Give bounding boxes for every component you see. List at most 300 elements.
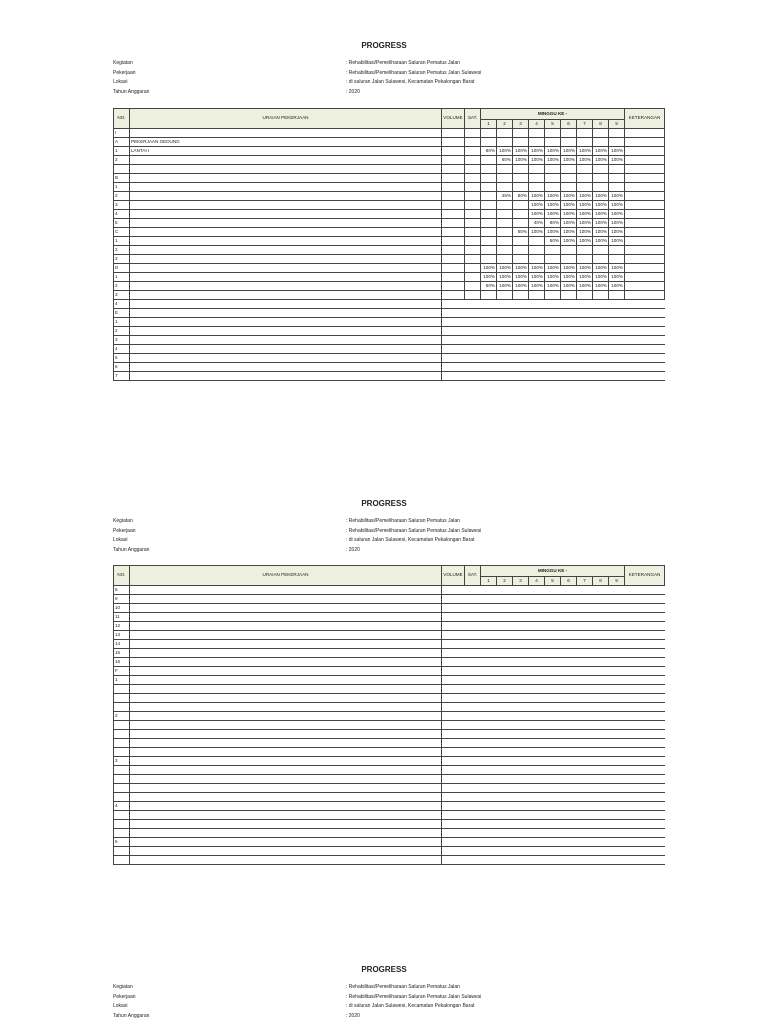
row-week-progress xyxy=(609,138,625,147)
row-week-progress: 100% xyxy=(609,192,625,201)
row-uraian xyxy=(130,829,442,838)
table-row xyxy=(114,730,665,739)
row-week-progress: 100% xyxy=(561,156,577,165)
row-uraian xyxy=(130,802,442,811)
row-keterangan xyxy=(625,183,665,192)
row-week-progress xyxy=(593,255,609,264)
row-no: 2 xyxy=(114,192,130,201)
row-uraian xyxy=(130,156,442,165)
row-week-progress xyxy=(561,174,577,183)
row-uraian xyxy=(130,282,442,291)
row-sat xyxy=(465,228,481,237)
row-week-progress xyxy=(593,291,609,300)
row-week-progress xyxy=(513,201,529,210)
header-week: 7 xyxy=(577,120,593,129)
header-week: 9 xyxy=(609,120,625,129)
row-volume xyxy=(442,156,465,165)
row-volume xyxy=(442,192,465,201)
table-row xyxy=(114,138,665,147)
row-week-progress xyxy=(577,246,593,255)
row-volume xyxy=(442,273,465,282)
table-row xyxy=(114,838,665,847)
row-no xyxy=(114,856,130,865)
row-keterangan xyxy=(625,219,665,228)
row-week-progress: 100% xyxy=(593,192,609,201)
row-week-progress: 100% xyxy=(545,156,561,165)
row-week-progress: 100% xyxy=(609,147,625,156)
row-week-progress xyxy=(481,138,497,147)
row-uraian xyxy=(130,165,442,174)
row-week-progress: 100% xyxy=(609,156,625,165)
row-remainder xyxy=(442,847,665,856)
row-week-progress: 100% xyxy=(561,210,577,219)
row-volume xyxy=(442,201,465,210)
row-no: 5 xyxy=(114,838,130,847)
row-remainder xyxy=(442,595,665,604)
row-week-progress: 100% xyxy=(561,237,577,246)
header-volume: VOLUME xyxy=(442,566,465,586)
row-remainder xyxy=(442,748,665,757)
row-week-progress xyxy=(609,246,625,255)
info-label: Pekerjaan xyxy=(113,993,136,1000)
row-uraian xyxy=(130,667,442,676)
row-week-progress: 100% xyxy=(545,201,561,210)
row-week-progress: 100% xyxy=(593,156,609,165)
row-uraian xyxy=(130,811,442,820)
table-row xyxy=(114,613,665,622)
project-info xyxy=(113,983,673,1021)
row-week-progress xyxy=(561,138,577,147)
table-row xyxy=(114,165,665,174)
row-keterangan xyxy=(625,237,665,246)
row-week-progress xyxy=(497,228,513,237)
row-week-progress xyxy=(577,183,593,192)
page-title: PROGRESS xyxy=(361,499,407,508)
row-week-progress xyxy=(529,246,545,255)
row-uraian xyxy=(130,676,442,685)
table-row xyxy=(114,264,665,273)
project-info xyxy=(113,59,673,97)
row-week-progress xyxy=(609,183,625,192)
table-row xyxy=(114,318,665,327)
row-no: E xyxy=(114,309,130,318)
row-no xyxy=(114,694,130,703)
row-uraian xyxy=(130,595,442,604)
row-no: 1 xyxy=(114,147,130,156)
row-week-progress xyxy=(513,129,529,138)
row-uraian xyxy=(130,631,442,640)
row-keterangan xyxy=(625,228,665,237)
row-no: 12 xyxy=(114,622,130,631)
row-week-progress: 100% xyxy=(545,228,561,237)
row-week-progress: 100% xyxy=(529,156,545,165)
row-uraian xyxy=(130,336,442,345)
row-sat xyxy=(465,246,481,255)
row-uraian xyxy=(130,739,442,748)
row-no xyxy=(114,784,130,793)
row-week-progress xyxy=(577,255,593,264)
header-keterangan: KETERANGAN xyxy=(625,109,665,129)
row-week-progress xyxy=(513,291,529,300)
row-no xyxy=(114,703,130,712)
table-row xyxy=(114,811,665,820)
row-week-progress xyxy=(561,291,577,300)
row-week-progress xyxy=(497,237,513,246)
row-no: 7 xyxy=(114,372,130,381)
row-week-progress: 100% xyxy=(513,264,529,273)
row-week-progress: 50% xyxy=(481,282,497,291)
table-row xyxy=(114,354,665,363)
row-no: D xyxy=(114,264,130,273)
row-week-progress xyxy=(545,129,561,138)
info-label: Kegiatan xyxy=(113,518,133,524)
row-no: 3 xyxy=(114,336,130,345)
table-row xyxy=(114,757,665,766)
row-no: 3 xyxy=(114,291,130,300)
row-week-progress xyxy=(513,183,529,192)
row-no: 3 xyxy=(114,201,130,210)
row-volume xyxy=(442,228,465,237)
row-no: F xyxy=(114,667,130,676)
info-row xyxy=(113,546,673,556)
row-week-progress: 100% xyxy=(545,264,561,273)
row-remainder xyxy=(442,327,665,336)
row-week-progress: 45% xyxy=(497,192,513,201)
row-no xyxy=(114,775,130,784)
row-remainder xyxy=(442,649,665,658)
info-value: : 2020 xyxy=(346,1012,360,1019)
row-week-progress: 60% xyxy=(497,156,513,165)
row-week-progress: 100% xyxy=(609,282,625,291)
row-no: 2 xyxy=(114,156,130,165)
row-sat xyxy=(465,183,481,192)
row-week-progress xyxy=(513,174,529,183)
table-row xyxy=(114,210,665,219)
row-week-progress: 100% xyxy=(577,228,593,237)
info-label: Tahun Anggaran xyxy=(113,88,150,95)
info-label: Tahun Anggaran xyxy=(113,546,150,553)
row-uraian xyxy=(130,685,442,694)
row-uraian xyxy=(130,255,442,264)
row-uraian xyxy=(130,327,442,336)
row-week-progress xyxy=(497,201,513,210)
row-week-progress xyxy=(513,165,529,174)
table-row xyxy=(114,586,665,595)
row-volume xyxy=(442,246,465,255)
row-uraian xyxy=(130,237,442,246)
row-sat xyxy=(465,201,481,210)
row-keterangan xyxy=(625,273,665,282)
header-week: 9 xyxy=(609,577,625,586)
row-no: 11 xyxy=(114,613,130,622)
row-no: 2 xyxy=(114,327,130,336)
table-row xyxy=(114,604,665,613)
row-week-progress xyxy=(481,156,497,165)
row-remainder xyxy=(442,613,665,622)
row-volume xyxy=(442,183,465,192)
row-week-progress: 100% xyxy=(529,201,545,210)
row-week-progress: 100% xyxy=(577,282,593,291)
row-remainder xyxy=(442,856,665,865)
header-week: 6 xyxy=(561,120,577,129)
row-week-progress xyxy=(481,219,497,228)
row-keterangan xyxy=(625,138,665,147)
row-volume xyxy=(442,255,465,264)
row-sat xyxy=(465,210,481,219)
row-sat xyxy=(465,282,481,291)
row-no: 4 xyxy=(114,802,130,811)
row-week-progress xyxy=(481,165,497,174)
info-value: : Rehabilitasi/Pemeliharaan Saluran Pematus Jalan Sulawesi xyxy=(346,993,482,1000)
row-week-progress xyxy=(497,291,513,300)
row-week-progress xyxy=(497,255,513,264)
info-row xyxy=(113,527,673,537)
table-row xyxy=(114,676,665,685)
row-remainder xyxy=(442,694,665,703)
row-no: 4 xyxy=(114,300,130,309)
row-week-progress: 80% xyxy=(513,192,529,201)
table-row xyxy=(114,856,665,865)
row-no: A xyxy=(114,138,130,147)
row-volume xyxy=(442,129,465,138)
row-uraian xyxy=(130,174,442,183)
row-no xyxy=(114,793,130,802)
row-week-progress: 100% xyxy=(577,147,593,156)
row-week-progress: 100% xyxy=(529,147,545,156)
row-uraian xyxy=(130,748,442,757)
row-no xyxy=(114,739,130,748)
header-week: 2 xyxy=(497,577,513,586)
row-week-progress xyxy=(577,174,593,183)
table-row xyxy=(114,685,665,694)
row-remainder xyxy=(442,811,665,820)
header-sat: SAT. xyxy=(465,109,481,129)
row-uraian xyxy=(130,129,442,138)
info-row xyxy=(113,983,673,993)
info-row xyxy=(113,1002,673,1012)
row-uraian xyxy=(130,730,442,739)
row-remainder xyxy=(442,372,665,381)
row-week-progress xyxy=(545,291,561,300)
row-week-progress: 100% xyxy=(497,147,513,156)
row-no: 2 xyxy=(114,246,130,255)
header-week: 4 xyxy=(529,120,545,129)
row-week-progress: 80% xyxy=(545,219,561,228)
table-row xyxy=(114,712,665,721)
row-no: 10 xyxy=(114,604,130,613)
info-value: : Rehabilitasi/Pemeliharaan Saluran Pematus Jalan xyxy=(346,984,460,990)
row-remainder xyxy=(442,676,665,685)
row-uraian xyxy=(130,793,442,802)
row-week-progress: 100% xyxy=(561,201,577,210)
header-volume: VOLUME xyxy=(442,109,465,129)
table-row xyxy=(114,784,665,793)
row-week-progress xyxy=(481,237,497,246)
row-no xyxy=(114,165,130,174)
row-remainder xyxy=(442,631,665,640)
row-uraian xyxy=(130,363,442,372)
info-row xyxy=(113,78,673,88)
table-row xyxy=(114,183,665,192)
row-week-progress xyxy=(513,210,529,219)
row-remainder xyxy=(442,775,665,784)
info-label: Kegiatan xyxy=(113,984,133,990)
row-week-progress: 100% xyxy=(561,264,577,273)
header-keterangan: KETERANGAN xyxy=(625,566,665,586)
row-week-progress xyxy=(513,138,529,147)
row-no xyxy=(114,820,130,829)
table-row xyxy=(114,156,665,165)
row-keterangan xyxy=(625,156,665,165)
row-no: I xyxy=(114,129,130,138)
table-row xyxy=(114,219,665,228)
header-week: 5 xyxy=(545,577,561,586)
table-row xyxy=(114,622,665,631)
row-uraian xyxy=(130,291,442,300)
row-no: 8 xyxy=(114,586,130,595)
row-uraian xyxy=(130,586,442,595)
row-keterangan xyxy=(625,129,665,138)
row-remainder xyxy=(442,703,665,712)
row-uraian xyxy=(130,766,442,775)
row-uraian xyxy=(130,784,442,793)
row-week-progress: 100% xyxy=(609,210,625,219)
row-uraian xyxy=(130,640,442,649)
row-week-progress xyxy=(593,246,609,255)
info-row xyxy=(113,88,673,98)
row-sat xyxy=(465,264,481,273)
row-week-progress: 100% xyxy=(481,264,497,273)
row-week-progress xyxy=(481,201,497,210)
table-row xyxy=(114,300,665,309)
table-row xyxy=(114,291,665,300)
row-uraian xyxy=(130,210,442,219)
row-no: 2 xyxy=(114,712,130,721)
row-uraian xyxy=(130,604,442,613)
info-row xyxy=(113,59,673,69)
row-volume xyxy=(442,282,465,291)
progress-table xyxy=(113,108,665,381)
row-volume xyxy=(442,219,465,228)
info-label: Pekerjaan xyxy=(113,527,136,534)
row-week-progress xyxy=(529,291,545,300)
row-week-progress xyxy=(529,183,545,192)
row-week-progress xyxy=(593,138,609,147)
row-keterangan xyxy=(625,210,665,219)
page-title: PROGRESS xyxy=(361,965,407,974)
info-label: Lokasi xyxy=(113,79,128,85)
row-remainder xyxy=(442,300,665,309)
row-week-progress xyxy=(529,255,545,264)
row-uraian xyxy=(130,219,442,228)
row-no: 4 xyxy=(114,210,130,219)
header-week: 1 xyxy=(481,577,497,586)
row-week-progress xyxy=(481,255,497,264)
row-week-progress: 100% xyxy=(545,147,561,156)
header-week: 8 xyxy=(593,577,609,586)
table-row xyxy=(114,649,665,658)
info-row xyxy=(113,69,673,79)
row-week-progress: 100% xyxy=(593,237,609,246)
row-week-progress: 100% xyxy=(529,282,545,291)
row-volume xyxy=(442,165,465,174)
row-week-progress xyxy=(561,255,577,264)
row-week-progress xyxy=(545,138,561,147)
row-week-progress xyxy=(609,174,625,183)
row-week-progress xyxy=(545,246,561,255)
row-week-progress xyxy=(529,165,545,174)
row-keterangan xyxy=(625,255,665,264)
row-keterangan xyxy=(625,291,665,300)
row-sat xyxy=(465,165,481,174)
row-sat xyxy=(465,255,481,264)
row-uraian xyxy=(130,300,442,309)
table-row xyxy=(114,829,665,838)
row-week-progress xyxy=(577,129,593,138)
header-uraian: URAIAN PEKERJAAN xyxy=(130,109,442,129)
row-uraian xyxy=(130,273,442,282)
row-remainder xyxy=(442,309,665,318)
row-week-progress xyxy=(561,165,577,174)
table-row xyxy=(114,703,665,712)
row-week-progress xyxy=(497,183,513,192)
row-week-progress: 40% xyxy=(529,219,545,228)
row-volume xyxy=(442,147,465,156)
row-week-progress xyxy=(561,246,577,255)
row-uraian xyxy=(130,856,442,865)
row-uraian xyxy=(130,847,442,856)
row-uraian xyxy=(130,820,442,829)
row-no: 1 xyxy=(114,183,130,192)
table-row xyxy=(114,766,665,775)
row-week-progress: 100% xyxy=(561,147,577,156)
row-keterangan xyxy=(625,282,665,291)
row-sat xyxy=(465,237,481,246)
row-uraian: LANTAI I xyxy=(130,147,442,156)
header-week: 2 xyxy=(497,120,513,129)
row-uraian xyxy=(130,838,442,847)
row-no: 16 xyxy=(114,658,130,667)
row-week-progress xyxy=(481,228,497,237)
header-week: 6 xyxy=(561,577,577,586)
row-week-progress: 100% xyxy=(593,219,609,228)
row-week-progress xyxy=(497,165,513,174)
row-week-progress: 100% xyxy=(593,282,609,291)
table-row xyxy=(114,255,665,264)
row-week-progress: 100% xyxy=(561,219,577,228)
row-week-progress: 100% xyxy=(577,201,593,210)
row-keterangan xyxy=(625,246,665,255)
row-no: 5 xyxy=(114,219,130,228)
row-remainder xyxy=(442,604,665,613)
row-no: 4 xyxy=(114,345,130,354)
table-row xyxy=(114,228,665,237)
row-keterangan xyxy=(625,165,665,174)
row-uraian xyxy=(130,622,442,631)
row-no xyxy=(114,748,130,757)
row-week-progress xyxy=(481,174,497,183)
row-week-progress: 100% xyxy=(497,282,513,291)
row-remainder xyxy=(442,802,665,811)
row-remainder xyxy=(442,820,665,829)
row-uraian xyxy=(130,309,442,318)
row-week-progress: 100% xyxy=(609,228,625,237)
row-uraian xyxy=(130,246,442,255)
row-week-progress: 100% xyxy=(593,147,609,156)
row-week-progress xyxy=(593,129,609,138)
header-week: 7 xyxy=(577,577,593,586)
row-no xyxy=(114,721,130,730)
